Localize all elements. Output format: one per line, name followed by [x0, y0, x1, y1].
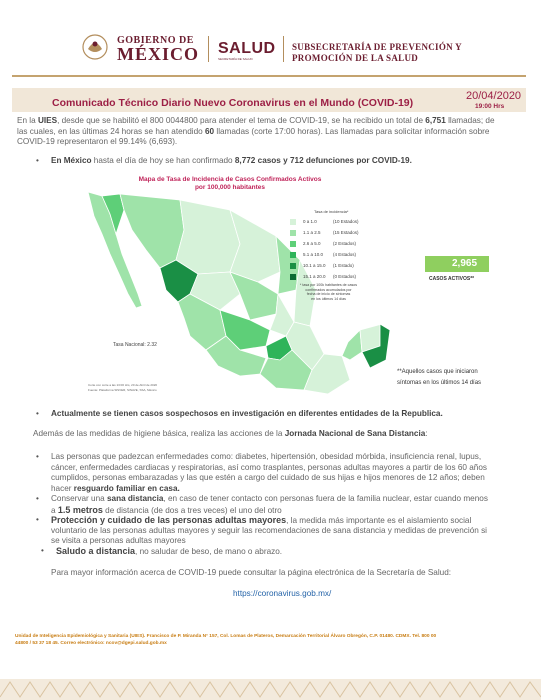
legend-count: (15 Estados) — [333, 230, 359, 235]
salud-logo-text: SALUD — [218, 40, 276, 57]
header-rule — [12, 75, 526, 77]
gob-bottom-text: MÉXICO — [117, 44, 199, 64]
legend-count: (4 Estados) — [333, 252, 357, 257]
bullet-dot: • — [36, 409, 39, 418]
page-footer: Unidad de Inteligencia Epidemiológica y Sanitaria (UIES). Francisco de P. Miranda N° 157, Col. Lomas de Plateros, Demarcación Territorial Álvaro Obregón, C.P. 01480. CDMX. Tel. 800 00 44800 / 53 37 18 45. Correo electrónico: ncov@dgepi.salud.gob.mx — [15, 634, 437, 646]
map-title: Mapa de Tasa de Incidencia de Casos Confirmados Activos por 100,000 habitantes — [138, 176, 322, 191]
map-source-note: Fuente: Plataforma SISVER, SINAVE, SSA, México — [88, 388, 157, 392]
list-item: Saludo a distancia, no saludar de beso, de mano o abrazo. — [56, 546, 283, 556]
legend-range: 10.1 a 15.0 — [303, 263, 326, 268]
subsec-line: SUBSECRETARÍA DE PREVENCIÓN Y — [292, 42, 462, 52]
report-time: 19:00 Hrs — [475, 103, 505, 110]
legend-range: 0 a 1.0 — [303, 219, 317, 224]
header-divider — [208, 36, 209, 62]
legend-swatch — [290, 252, 296, 258]
map-state-region — [120, 194, 184, 268]
list-item: Las personas que padezcan enfermedades como: diabetes, hipertensión, obesidad mórbida, insuficiencia renal, lupus, — [51, 452, 482, 461]
legend-count: (10 Estados) — [333, 219, 359, 224]
list-item-line: se visita a personas adultas mayores — [51, 536, 186, 545]
legend-range: 1.1 a 2.5 — [303, 230, 321, 235]
jornada-intro: Además de las medidas de higiene básica, realiza las acciones de la Jornada Nacional de Sana Distancia: — [33, 429, 428, 438]
page-title: Comunicado Técnico Diario Nuevo Coronavirus en el Mundo (COVID-19) — [52, 97, 414, 109]
bullet-dot: • — [36, 494, 39, 503]
legend-swatch — [290, 230, 296, 236]
list-item: Protección y cuidado de las personas adultas mayores, la medida más importante es el aislamiento social — [51, 515, 472, 525]
gob-top-text: GOBIERNO DE — [117, 35, 194, 46]
legend-title: Tasa de incidencia* — [314, 209, 349, 214]
legend-range: 5.1 a 10.0 — [303, 252, 324, 257]
legend-note: * tasa por 100k habitantes de casos confirmados acumulados por fecha de inicio de síntomas en los últimos 14 días — [299, 283, 358, 301]
subsecretaria-title — [292, 42, 462, 64]
suspect-cases-text: Actualmente se tienen casos sospechosos en investigación en diferentes entidades de la Republica. — [51, 409, 443, 418]
coronavirus-site-link[interactable]: https://coronavirus.gob.mx/ — [233, 589, 332, 598]
more-info-text: Para mayor información acerca de COVID-19 puede consultar la página electrónica de la Secretaría de Salud: — [51, 568, 452, 577]
map-source-note: Corte con corte a las 13:00 Hrs, 20 de Abril de 2020 — [88, 383, 158, 387]
list-item-line: a 1.5 metros de distancia (de dos a tres veces) el uno del otro — [51, 504, 282, 515]
list-item-line: cumplidos, personas embarazadas y las que estén a cargo del cuidado de sus hijas e hijos menores de 12 años; deben — [51, 473, 485, 482]
list-item: Conservar una sana distancia, en caso de tener contacto con personas fuera de la familia nuclear, estar cuando menos — [51, 494, 488, 503]
legend-swatch — [290, 219, 296, 225]
mexico-emblem-icon — [80, 33, 110, 61]
legend-swatch — [290, 274, 296, 280]
active-cases-label: CASOS ACTIVOS** — [429, 276, 475, 282]
bullet-dot: • — [36, 452, 39, 461]
map-state-region — [342, 330, 362, 360]
active-cases-number: 2,965 — [452, 258, 478, 269]
intro-line: En la UIES, desde que se habilitó el 800 0044800 para atender el tema de COVID-19, se ha recibido un total de 6,751 llamadas; de — [17, 116, 495, 125]
active-cases-footnote: **Aquellos casos que iniciaron síntomas en los últimos 14 días — [397, 369, 482, 386]
list-item-line: voluntario de las personas adultas mayores y seguir las recomendaciones de sana distancia y medidas de prevención si — [51, 525, 488, 535]
header-divider — [283, 36, 284, 62]
list-item-line: cáncer, enfermedades cardiacas y respiratorias, así como trasplantes, personas adultas mayores a partir de los 60 años — [51, 462, 487, 472]
list-item-line: hacer resguardo familiar en casa. — [51, 483, 180, 493]
legend-count: (2 Estados) — [333, 241, 357, 246]
page-header — [0, 0, 541, 70]
legend-swatch — [290, 263, 296, 269]
legend-range: 15.1 a 20.0 — [303, 274, 326, 279]
legend-range: 2.6 a 5.0 — [303, 241, 321, 246]
subsec-line: PROMOCIÓN DE LA SALUD — [292, 53, 419, 63]
salud-subtitle: SECRETARÍA DE SALUD — [218, 57, 253, 61]
intro-line: COVID-19 representaron el 99.14% (6,693). — [17, 137, 178, 146]
bullet-dot: • — [36, 156, 39, 165]
tasa-nacional: Tasa Nacional: 2.32 — [113, 342, 157, 348]
legend-count: (0 Estados) — [333, 274, 357, 279]
decorative-pattern-band — [0, 679, 541, 700]
bullet-dot: • — [41, 546, 44, 555]
mexico-summary: En México hasta el día de hoy se han confirmado 8,772 casos y 712 defunciones por COVID-19. — [51, 156, 412, 165]
report-date: 20/04/2020 — [466, 90, 522, 102]
legend-count: (1 Estado) — [333, 263, 354, 268]
legend-swatch — [290, 241, 296, 247]
intro-line: las cuales, en las últimas 24 horas se han atendido 60 llamadas (corte 17:00 horas). Las llamadas para solicitar información sobre — [17, 126, 490, 136]
bullet-dot: • — [36, 515, 39, 524]
